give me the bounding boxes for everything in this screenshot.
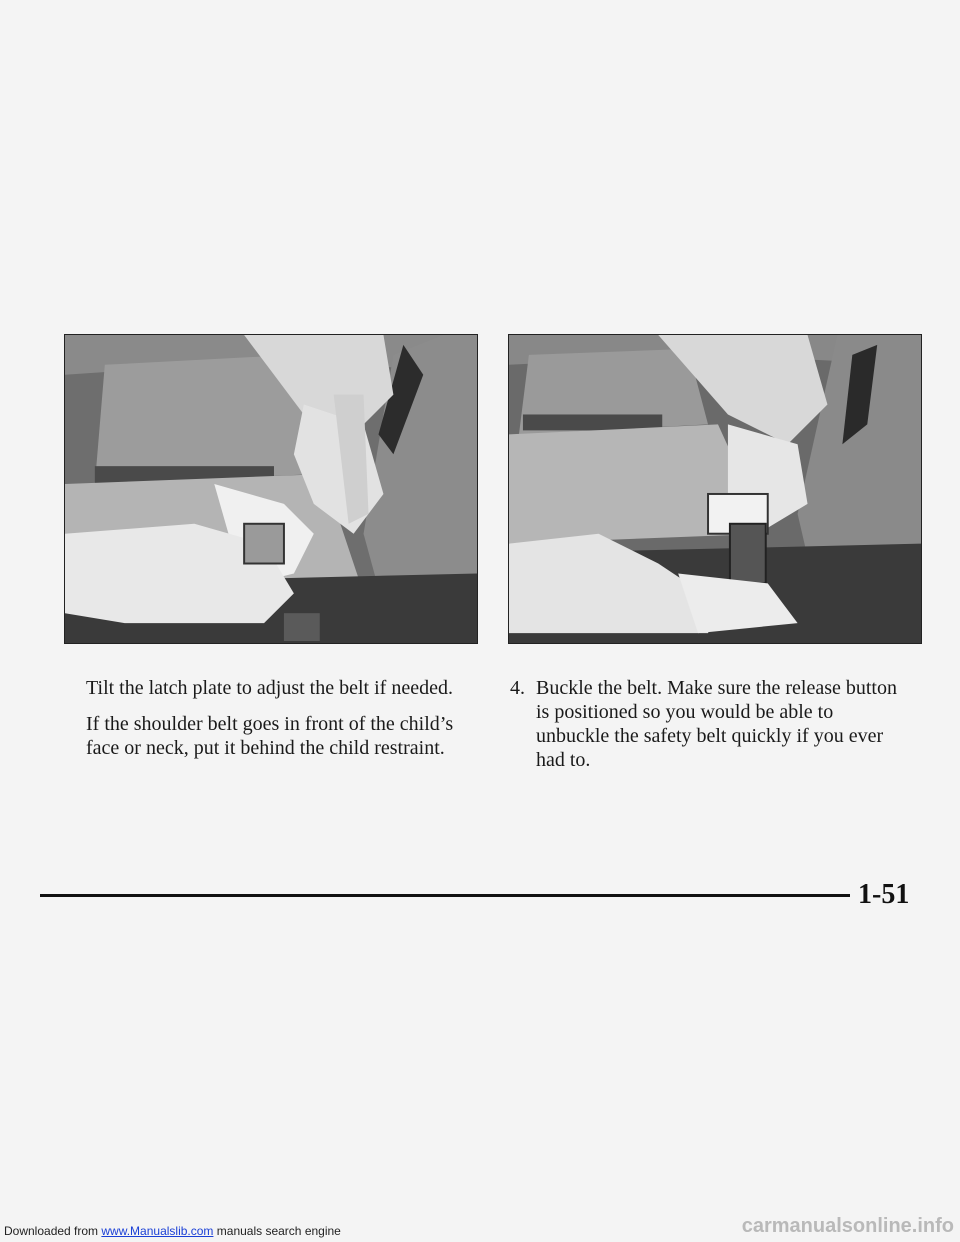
right-column-text <box>510 676 910 772</box>
shoulder-belt-paragraph: If the shoulder belt goes in front of the child’s face or neck, put it behind the child restraint. <box>86 713 454 759</box>
step-text: Buckle the belt. Make sure the release button is positioned so you would be able to unbuckle the safety belt quickly if you ever had to. <box>536 677 897 771</box>
step-4 <box>510 676 910 772</box>
download-banner-prefix: Downloaded from <box>4 1224 102 1238</box>
buckle-belt-drawing <box>509 335 921 643</box>
buckle-belt-illustration <box>508 334 922 644</box>
latch-plate-drawing <box>65 335 477 643</box>
latch-plate-illustration <box>64 334 478 644</box>
page-number: 1-51 <box>858 879 910 910</box>
manualslib-link[interactable]: www.Manualslib.com <box>101 1224 214 1238</box>
watermark: carmanualsonline.info <box>741 1215 954 1237</box>
step-number: 4. <box>510 677 525 699</box>
left-column-text <box>86 676 486 772</box>
tilt-latch-plate-paragraph: Tilt the latch plate to adjust the belt if needed. <box>86 677 453 699</box>
download-banner <box>4 1224 341 1238</box>
footer-rule <box>40 894 850 897</box>
download-banner-suffix: manuals search engine <box>213 1224 341 1238</box>
